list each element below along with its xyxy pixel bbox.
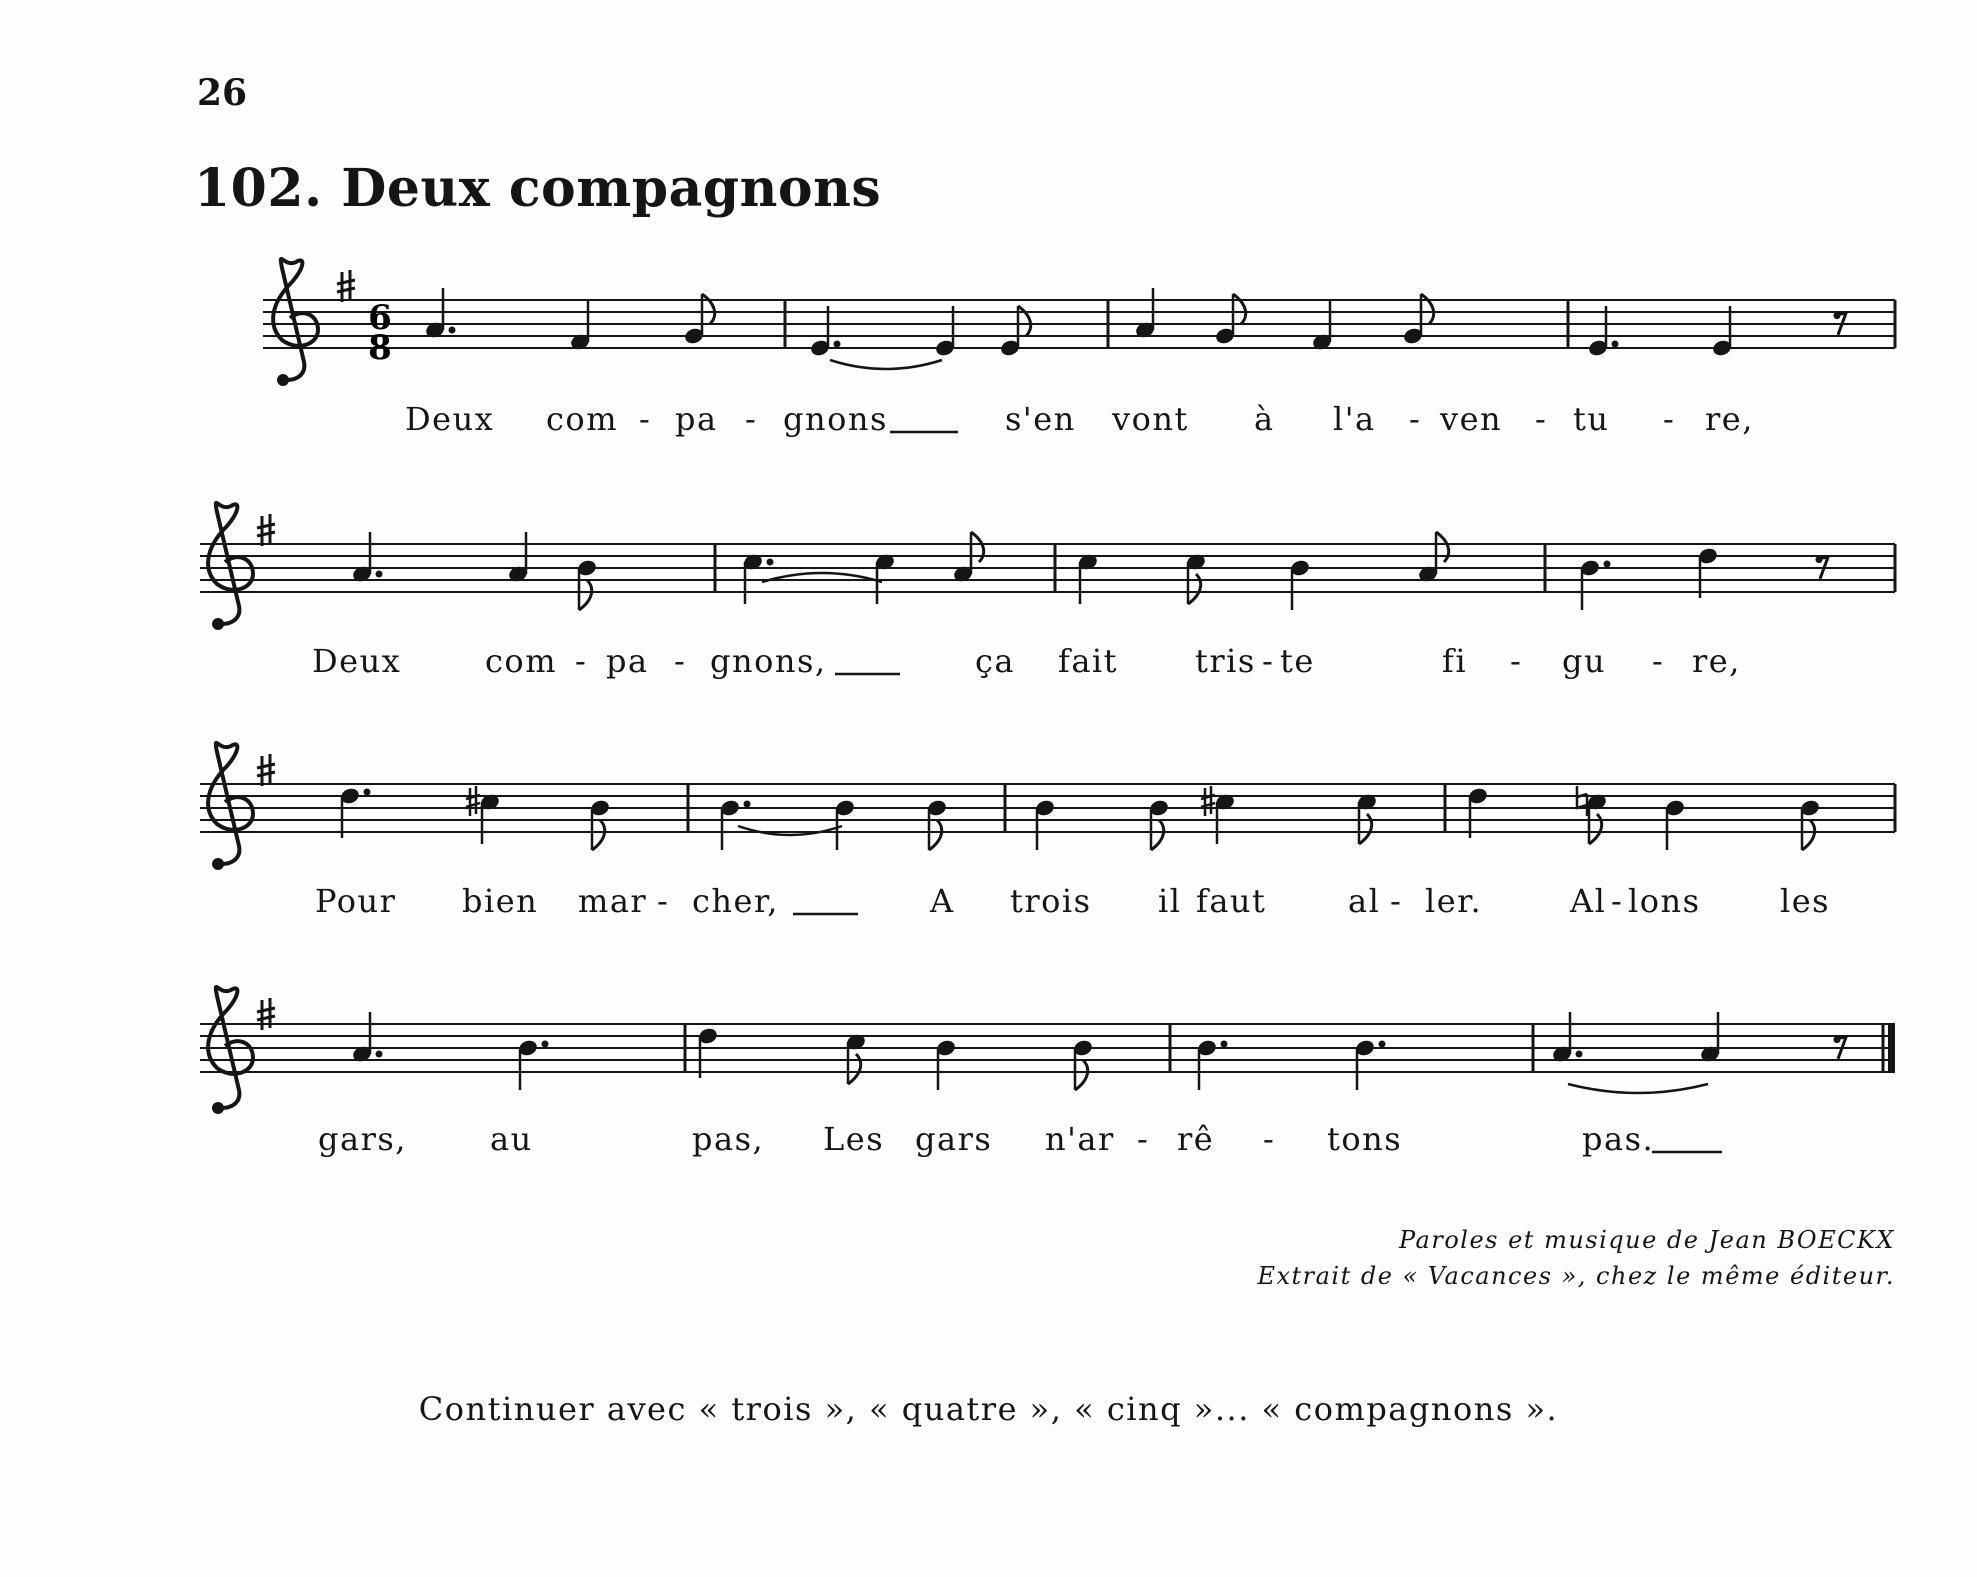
lyric-syllable: cher, [692, 882, 779, 920]
sharp-icon [1201, 786, 1215, 816]
lyric-syllable: te [1280, 642, 1315, 680]
lyric-syllable: lons [1628, 882, 1701, 920]
lyric-syllable: l'a [1333, 400, 1376, 438]
lyric-hyphen: - [639, 400, 652, 438]
lyric-syllable: Deux [312, 642, 402, 680]
lyric-hyphen: - [1263, 1120, 1276, 1158]
note-flag [971, 532, 984, 562]
lyric-hyphen: - [1137, 1120, 1150, 1158]
lyric-hyphen: - [1409, 400, 1422, 438]
lyric-hyphen: - [1510, 642, 1523, 680]
lyric-syllable: à [1254, 400, 1275, 438]
lyric-syllable: pas. [1582, 1120, 1655, 1158]
lyric-syllable: gu [1562, 642, 1607, 680]
lyrics-line-4 [318, 1120, 1722, 1158]
key-signature-sharp-icon [257, 514, 275, 546]
lyric-syllable: Deux [405, 400, 495, 438]
lyrics-line-3 [315, 882, 1830, 920]
tie [1568, 1084, 1708, 1093]
treble-clef-icon [208, 503, 253, 630]
lyric-syllable: Al [1570, 882, 1607, 920]
credits-author: Paroles et musique de Jean BOECKX [1398, 1226, 1895, 1254]
note-flag [1436, 532, 1449, 562]
lyric-hyphen: - [575, 642, 588, 680]
note-flag [929, 820, 942, 850]
note-flag [1421, 294, 1434, 324]
key-signature-sharp-icon [257, 754, 275, 786]
lyric-hyphen: - [1611, 882, 1624, 920]
lyric-syllable: tu [1573, 400, 1610, 438]
lyric-syllable: mar [578, 882, 648, 920]
note-dot [1612, 341, 1619, 348]
lyric-syllable: il [1158, 882, 1182, 920]
time-signature-top: 6 [368, 298, 392, 338]
note-dot [449, 327, 456, 334]
note-flag [1188, 574, 1201, 604]
note-dot [767, 559, 774, 566]
note-dot [542, 1041, 549, 1048]
footnote: Continuer avec « trois », « quatre », « cinq »... « compagnons ». [418, 1390, 1559, 1428]
lyric-syllable: gnons [783, 400, 888, 438]
lyric-syllable: fait [1058, 642, 1119, 680]
note-dot [1604, 561, 1611, 568]
lyric-hyphen: - [674, 642, 687, 680]
note-flag [592, 820, 605, 850]
tie [738, 826, 842, 835]
lyric-hyphen: - [657, 882, 670, 920]
note-flag [1233, 294, 1246, 324]
note-dot [1221, 1041, 1228, 1048]
treble-clef-icon [273, 259, 318, 386]
staff-system-2 [200, 503, 1895, 630]
note-flag [1151, 820, 1164, 850]
note-flag [1075, 1060, 1088, 1090]
lyric-syllable: A [930, 882, 955, 920]
lyric-syllable: tons [1327, 1120, 1403, 1158]
lyric-hyphen: - [1262, 642, 1275, 680]
key-signature-sharp-icon [257, 998, 275, 1030]
credits-source: Extrait de « Vacances », chez le même éditeur. [1257, 1262, 1895, 1290]
key-signature-sharp-icon [337, 270, 355, 302]
lyric-syllable: gars [915, 1120, 993, 1158]
lyric-syllable: rê [1177, 1120, 1215, 1158]
note-flag [702, 294, 715, 324]
song-title: 102. Deux compagnons [194, 158, 882, 219]
lyric-syllable: n'ar [1045, 1120, 1115, 1158]
note-flag [1018, 306, 1031, 336]
note-flag [1589, 814, 1602, 844]
lyric-syllable: vont [1112, 400, 1189, 438]
lyric-syllable: s'en [1005, 400, 1076, 438]
eighth-rest-dot [1834, 312, 1841, 319]
eighth-rest-dot [1816, 556, 1823, 563]
lyric-syllable: gars, [318, 1120, 407, 1158]
lyric-syllable: tris [1195, 642, 1256, 680]
lyric-syllable: com [485, 642, 558, 680]
lyric-syllable: au [490, 1120, 533, 1158]
lyric-syllable: pa [606, 642, 649, 680]
tie [830, 360, 942, 369]
natural-icon [1577, 786, 1587, 816]
lyric-syllable: ven [1440, 400, 1503, 438]
lyric-hyphen: - [1652, 642, 1665, 680]
sharp-icon [466, 786, 480, 816]
lyric-hyphen: - [745, 400, 758, 438]
staff-system-1 [263, 259, 1895, 386]
note-dot [364, 789, 371, 796]
note-flag [1359, 814, 1372, 844]
note-dot [834, 341, 841, 348]
lyric-hyphen: - [1535, 400, 1548, 438]
note-dot [1576, 1051, 1583, 1058]
lyric-syllable: al [1348, 882, 1381, 920]
final-barline-thick [1888, 1024, 1895, 1072]
note-flag [848, 1054, 861, 1084]
treble-clef-icon [208, 743, 253, 870]
lyric-syllable: Pour [315, 882, 397, 920]
lyric-syllable: re, [1705, 400, 1754, 438]
lyric-syllable: ler. [1425, 882, 1483, 920]
lyric-syllable: fi [1442, 642, 1468, 680]
note-dot [1379, 1041, 1386, 1048]
lyric-syllable: pa [675, 400, 718, 438]
credits [1257, 1222, 1895, 1294]
staff-system-3 [200, 743, 1895, 870]
lyric-hyphen: - [1390, 882, 1403, 920]
treble-clef-icon [208, 987, 253, 1114]
page-number: 26 [197, 72, 248, 114]
time-signature-bottom: 8 [368, 328, 392, 368]
lyric-syllable: gnons, [710, 642, 827, 680]
lyric-syllable: pas, [692, 1120, 765, 1158]
lyric-hyphen: - [1663, 400, 1676, 438]
note-dot [376, 1051, 383, 1058]
lyric-syllable: ça [975, 642, 1015, 680]
lyric-syllable: faut [1196, 882, 1267, 920]
note-dot [744, 801, 751, 808]
lyric-syllable: Les [823, 1120, 885, 1158]
eighth-rest-dot [1834, 1036, 1841, 1043]
lyric-syllable: re, [1692, 642, 1741, 680]
lyric-syllable: les [1780, 882, 1831, 920]
lyrics-line-1 [405, 400, 1754, 438]
note-flag [579, 580, 592, 610]
note-flag [1802, 820, 1815, 850]
note-dot [376, 571, 383, 578]
lyric-syllable: trois [1010, 882, 1092, 920]
lyric-syllable: bien [462, 882, 539, 920]
lyric-syllable: com [546, 400, 619, 438]
lyrics-line-2 [312, 642, 1741, 680]
staff-system-4 [200, 987, 1895, 1114]
